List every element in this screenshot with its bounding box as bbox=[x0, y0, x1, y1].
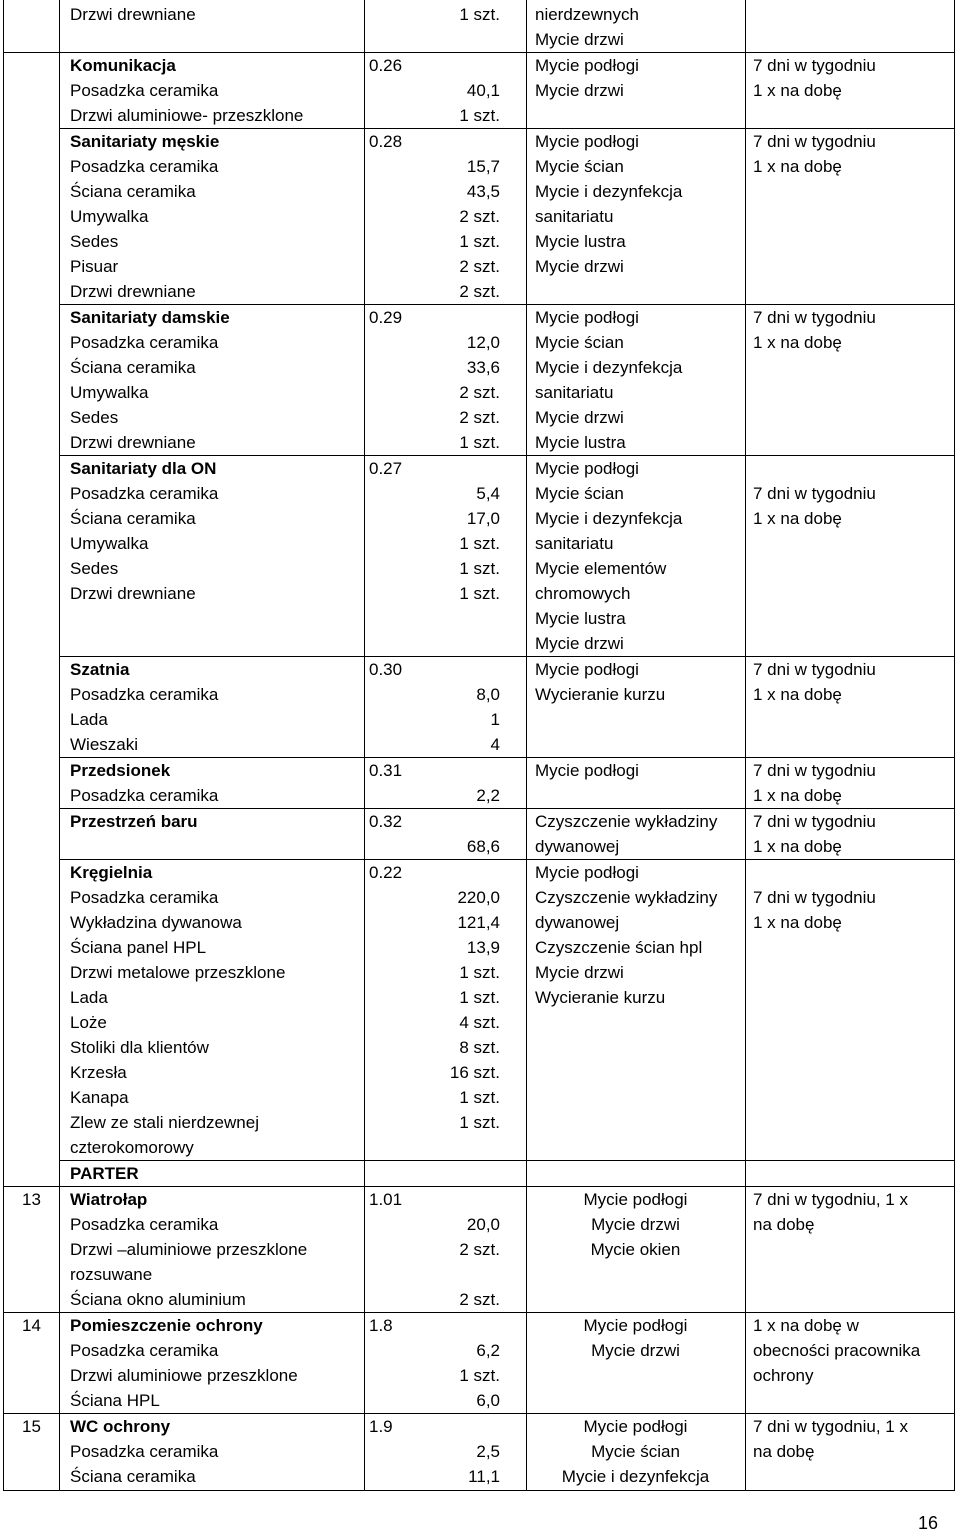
room-item: Drzwi drewniane bbox=[70, 584, 196, 603]
room-name: Sanitariaty męskie bbox=[70, 132, 220, 151]
room-item: Lada bbox=[70, 988, 108, 1007]
frequency: 7 dni w tygodniu bbox=[753, 812, 876, 831]
quantity-value: 220,0 bbox=[457, 888, 500, 907]
frequency: 7 dni w tygodniu, 1 x bbox=[753, 1190, 908, 1209]
room-item: Ściana panel HPL bbox=[70, 938, 207, 957]
quantity-value: 6,0 bbox=[476, 1391, 500, 1410]
quantity-value: 1 szt. bbox=[459, 584, 500, 603]
room-name: Sanitariaty damskie bbox=[70, 308, 230, 327]
table-border-vertical bbox=[954, 0, 955, 1490]
room-item: rozsuwane bbox=[70, 1265, 153, 1284]
cleaning-task: Czyszczenie wykładziny bbox=[535, 812, 718, 831]
quantity-value: 2 szt. bbox=[459, 383, 500, 402]
cleaning-task: Wycieranie kurzu bbox=[535, 685, 666, 704]
cleaning-task: Wycieranie kurzu bbox=[535, 988, 666, 1007]
room-item: Posadzka ceramika bbox=[70, 1215, 219, 1234]
room-name: Szatnia bbox=[70, 660, 130, 679]
room-name: Pomieszczenie ochrony bbox=[70, 1316, 263, 1335]
frequency: 7 dni w tygodniu bbox=[753, 484, 876, 503]
cleaning-task: Mycie okien bbox=[590, 1240, 681, 1259]
room-item: Lada bbox=[70, 710, 108, 729]
cleaning-task: chromowych bbox=[535, 584, 631, 603]
cleaning-task: Mycie i dezynfekcja bbox=[535, 182, 683, 201]
cleaning-task: dywanowej bbox=[535, 913, 620, 932]
quantity-value: 5,4 bbox=[476, 484, 500, 503]
quantity-value: 1 szt. bbox=[459, 433, 500, 452]
room-item: Sedes bbox=[70, 559, 119, 578]
frequency: obecności pracownika bbox=[753, 1341, 921, 1360]
room-item: Ściana ceramika bbox=[70, 182, 196, 201]
room-item: Sedes bbox=[70, 408, 119, 427]
room-name: Przestrzeń baru bbox=[70, 812, 198, 831]
quantity-value: 1 bbox=[490, 710, 500, 729]
quantity-value: 2 szt. bbox=[459, 207, 500, 226]
quantity-value: 12,0 bbox=[466, 333, 500, 352]
room-item: Posadzka ceramika bbox=[70, 1442, 219, 1461]
quantity-value: 4 szt. bbox=[459, 1013, 500, 1032]
room-item: Posadzka ceramika bbox=[70, 81, 219, 100]
room-code: 1.01 bbox=[369, 1190, 403, 1209]
room-code: 0.32 bbox=[369, 812, 403, 831]
quantity-value: 4 bbox=[490, 735, 500, 754]
cleaning-task: Mycie drzwi bbox=[535, 30, 624, 49]
room-code: 0.29 bbox=[369, 308, 403, 327]
table-border-horizontal bbox=[3, 1490, 955, 1491]
room-code: 0.26 bbox=[369, 56, 403, 75]
table-border-vertical bbox=[59, 0, 60, 1490]
quantity-value: 33,6 bbox=[466, 358, 500, 377]
room-item: Ściana ceramika bbox=[70, 509, 196, 528]
quantity-value: 16 szt. bbox=[449, 1063, 500, 1082]
row-number: 15 bbox=[22, 1417, 41, 1436]
cleaning-task: Mycie lustra bbox=[535, 433, 626, 452]
room-name: Kręgielnia bbox=[70, 863, 153, 882]
cleaning-task: Mycie i dezynfekcja bbox=[535, 358, 683, 377]
room-item: Drzwi drewniane bbox=[70, 5, 196, 24]
room-name: WC ochrony bbox=[70, 1417, 171, 1436]
cleaning-task: Mycie drzwi bbox=[591, 1341, 680, 1360]
frequency: 1 x na dobę bbox=[753, 685, 842, 704]
quantity-value: 1 szt. bbox=[459, 1088, 500, 1107]
quantity-value: 2,5 bbox=[476, 1442, 500, 1461]
quantity-value: 13,9 bbox=[466, 938, 500, 957]
quantity-value: 2 szt. bbox=[459, 282, 500, 301]
room-code: 0.31 bbox=[369, 761, 403, 780]
room-item: czterokomorowy bbox=[70, 1138, 194, 1157]
cleaning-task: Mycie drzwi bbox=[591, 1215, 680, 1234]
frequency: 7 dni w tygodniu bbox=[753, 761, 876, 780]
room-code: 1.8 bbox=[369, 1316, 393, 1335]
row-number: 13 bbox=[22, 1190, 41, 1209]
cleaning-task: Mycie ścian bbox=[535, 484, 624, 503]
quantity-value: 11,1 bbox=[468, 1467, 500, 1486]
quantity-value: 17,0 bbox=[466, 509, 500, 528]
table-border-vertical bbox=[745, 0, 746, 1490]
cleaning-task: nierdzewnych bbox=[535, 5, 639, 24]
room-item: Pisuar bbox=[70, 257, 119, 276]
quantity-value: 20,0 bbox=[466, 1215, 500, 1234]
room-item: Ściana ceramika bbox=[70, 358, 196, 377]
cleaning-task: Mycie ścian bbox=[591, 1442, 680, 1461]
cleaning-task: Mycie lustra bbox=[535, 609, 626, 628]
quantity-value: 121,4 bbox=[457, 913, 500, 932]
quantity-value: 43,5 bbox=[466, 182, 500, 201]
cleaning-task: sanitariatu bbox=[535, 383, 614, 402]
quantity-value: 2 szt. bbox=[459, 257, 500, 276]
frequency: 1 x na dobę bbox=[753, 786, 842, 805]
frequency: 7 dni w tygodniu bbox=[753, 308, 876, 327]
room-item: Umywalka bbox=[70, 534, 149, 553]
room-item: Umywalka bbox=[70, 383, 149, 402]
room-item: Drzwi metalowe przeszklone bbox=[70, 963, 286, 982]
table-border-vertical bbox=[526, 0, 527, 1490]
frequency: 1 x na dobę bbox=[753, 157, 842, 176]
quantity-value: 1 szt. bbox=[459, 559, 500, 578]
room-name: Wiatrołap bbox=[70, 1190, 148, 1209]
room-item: Drzwi –aluminiowe przeszklone bbox=[70, 1240, 308, 1259]
quantity-value: 1 szt. bbox=[459, 106, 500, 125]
room-item: Umywalka bbox=[70, 207, 149, 226]
quantity-value: 1 szt. bbox=[459, 1366, 500, 1385]
room-code: 0.27 bbox=[369, 459, 403, 478]
room-code: 0.28 bbox=[369, 132, 403, 151]
room-item: Posadzka ceramika bbox=[70, 1341, 219, 1360]
room-item: Drzwi drewniane bbox=[70, 433, 196, 452]
quantity-value: 1 szt. bbox=[459, 963, 500, 982]
cleaning-task: sanitariatu bbox=[535, 534, 614, 553]
quantity-value: 2 szt. bbox=[459, 1290, 500, 1309]
cleaning-task: Mycie ścian bbox=[535, 333, 624, 352]
cleaning-task: Mycie podłogi bbox=[535, 761, 639, 780]
room-item: Ściana okno aluminium bbox=[70, 1290, 246, 1309]
room-item: Posadzka ceramika bbox=[70, 157, 219, 176]
quantity-value: 8 szt. bbox=[459, 1038, 500, 1057]
cleaning-task: sanitariatu bbox=[535, 207, 614, 226]
room-item: Posadzka ceramika bbox=[70, 685, 219, 704]
frequency: 7 dni w tygodniu, 1 x bbox=[753, 1417, 908, 1436]
cleaning-task: Mycie drzwi bbox=[535, 257, 624, 276]
room-item: Drzwi drewniane bbox=[70, 282, 196, 301]
room-item: Drzwi aluminiowe- przeszklone bbox=[70, 106, 304, 125]
cleaning-task: Mycie lustra bbox=[535, 232, 626, 251]
room-item: Ściana HPL bbox=[70, 1391, 160, 1410]
quantity-value: 1 szt. bbox=[459, 534, 500, 553]
frequency: 7 dni w tygodniu bbox=[753, 132, 876, 151]
frequency: 1 x na dobę bbox=[753, 509, 842, 528]
table-border-horizontal bbox=[59, 1160, 954, 1161]
frequency: 7 dni w tygodniu bbox=[753, 888, 876, 907]
cleaning-task: Mycie podłogi bbox=[535, 56, 639, 75]
room-item: Krzesła bbox=[70, 1063, 127, 1082]
cleaning-task: Mycie i dezynfekcja bbox=[561, 1467, 710, 1486]
cleaning-task: Mycie podłogi bbox=[535, 660, 639, 679]
room-item: Posadzka ceramika bbox=[70, 333, 219, 352]
quantity-value: 1 szt. bbox=[459, 1113, 500, 1132]
room-item: Kanapa bbox=[70, 1088, 129, 1107]
cleaning-task: Mycie podłogi bbox=[535, 459, 639, 478]
quantity-value: 1 szt. bbox=[459, 988, 500, 1007]
room-name: Komunikacja bbox=[70, 56, 176, 75]
cleaning-task: Mycie drzwi bbox=[535, 963, 624, 982]
quantity-value: 6,2 bbox=[476, 1341, 500, 1360]
room-name: Przedsionek bbox=[70, 761, 171, 780]
room-item: Ściana ceramika bbox=[70, 1467, 196, 1486]
quantity-value: 40,1 bbox=[466, 81, 500, 100]
table-border-vertical bbox=[3, 0, 4, 1490]
cleaning-task: Mycie ścian bbox=[535, 157, 624, 176]
cleaning-task: Mycie drzwi bbox=[535, 408, 624, 427]
frequency: 1 x na dobę bbox=[753, 333, 842, 352]
frequency: na dobę bbox=[753, 1215, 815, 1234]
room-item: Sedes bbox=[70, 232, 119, 251]
room-item: Posadzka ceramika bbox=[70, 786, 219, 805]
cleaning-task: Mycie podłogi bbox=[583, 1417, 688, 1436]
cleaning-task: Mycie podłogi bbox=[535, 132, 639, 151]
room-item: Posadzka ceramika bbox=[70, 484, 219, 503]
frequency: 1 x na dobę bbox=[753, 913, 842, 932]
quantity-value: 15,7 bbox=[466, 157, 500, 176]
room-name: Sanitariaty dla ON bbox=[70, 459, 217, 478]
room-code: 0.22 bbox=[369, 863, 403, 882]
quantity-value: 1 szt. bbox=[459, 232, 500, 251]
quantity-value: 8,0 bbox=[476, 685, 500, 704]
frequency: 1 x na dobę w bbox=[753, 1316, 859, 1335]
room-item: Drzwi aluminiowe przeszklone bbox=[70, 1366, 298, 1385]
cleaning-task: Czyszczenie ścian hpl bbox=[535, 938, 703, 957]
frequency: na dobę bbox=[753, 1442, 815, 1461]
cleaning-task: Czyszczenie wykładziny bbox=[535, 888, 718, 907]
cleaning-task: Mycie podłogi bbox=[535, 863, 639, 882]
frequency: 1 x na dobę bbox=[753, 81, 842, 100]
frequency: 1 x na dobę bbox=[753, 837, 842, 856]
room-code: 1.9 bbox=[369, 1417, 393, 1436]
room-item: Stoliki dla klientów bbox=[70, 1038, 209, 1057]
cleaning-task: Mycie podłogi bbox=[583, 1190, 688, 1209]
room-item: Zlew ze stali nierdzewnej bbox=[70, 1113, 259, 1132]
room-item: Posadzka ceramika bbox=[70, 888, 219, 907]
cleaning-task: Mycie i dezynfekcja bbox=[535, 509, 683, 528]
room-item: Wykładzina dywanowa bbox=[70, 913, 242, 932]
table-border-horizontal bbox=[59, 859, 954, 860]
room-item: Wieszaki bbox=[70, 735, 139, 754]
cleaning-task: Mycie elementów bbox=[535, 559, 667, 578]
room-item: Loże bbox=[70, 1013, 107, 1032]
quantity-value: 1 szt. bbox=[459, 5, 500, 24]
quantity-value: 68,6 bbox=[466, 837, 500, 856]
row-number: 14 bbox=[22, 1316, 41, 1335]
frequency: 7 dni w tygodniu bbox=[753, 56, 876, 75]
page-number: 16 bbox=[918, 1513, 939, 1533]
quantity-value: 2 szt. bbox=[459, 1240, 500, 1259]
room-code: 0.30 bbox=[369, 660, 403, 679]
table-border-vertical bbox=[364, 0, 365, 1490]
frequency: 7 dni w tygodniu bbox=[753, 660, 876, 679]
quantity-value: 2,2 bbox=[476, 786, 500, 805]
cleaning-task: Mycie podłogi bbox=[535, 308, 639, 327]
quantity-value: 2 szt. bbox=[459, 408, 500, 427]
room-name: PARTER bbox=[70, 1164, 139, 1183]
cleaning-task: Mycie drzwi bbox=[535, 634, 624, 653]
cleaning-task: Mycie podłogi bbox=[583, 1316, 688, 1335]
frequency: ochrony bbox=[753, 1366, 814, 1385]
cleaning-task: dywanowej bbox=[535, 837, 620, 856]
cleaning-task: Mycie drzwi bbox=[535, 81, 624, 100]
